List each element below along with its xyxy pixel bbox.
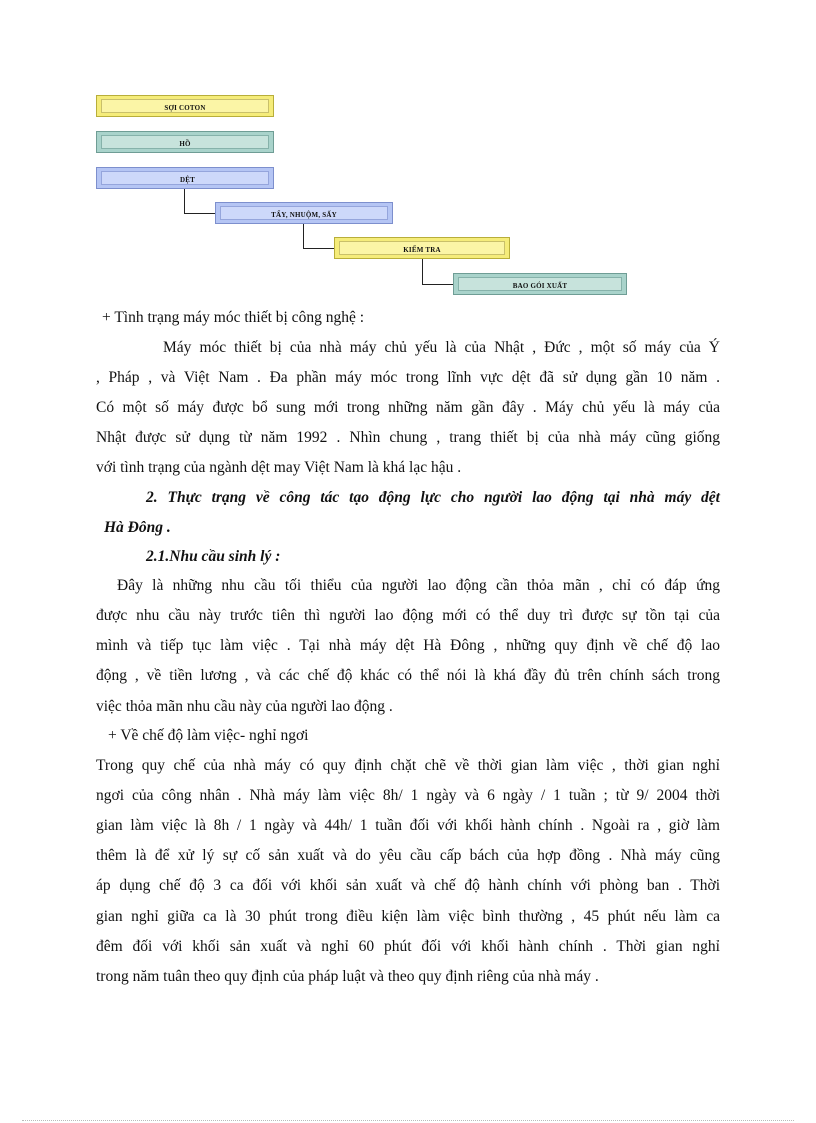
paragraph-line: việc thỏa mãn nhu cầu này của người lao động . [96,698,393,715]
flow-step-packaging-export [453,273,627,295]
paragraph-line: , Pháp , và Việt Nam . Đa phần máy móc trong lĩnh vực dệt đã sử dụng gần 10 năm . [96,369,720,386]
flow-step-label: TẨY, NHUỘM, SẤY [271,211,337,219]
flow-connector [422,284,453,285]
paragraph-line: được nhu cầu này trước tiên thì người lao động mới có thể duy trì được sự tồn tại của [96,607,720,624]
paragraph-line: trong năm tuân theo quy định của pháp luật và theo quy định riêng của nhà máy . [96,968,599,985]
flow-step-cotton-yarn [96,95,274,117]
paragraph-line: gian nghỉ giữa ca là 30 phút trong điều kiện làm việc bình thường , 45 phút nếu làm ca [96,908,720,925]
paragraph-line: áp dụng chế độ 3 ca đối với khối sản xuất và chế độ hành chính với phòng ban . Thời [96,877,720,894]
flow-step-label: KIỂM TRA [403,246,441,254]
flow-step-inspection [334,237,510,259]
heading-line: Hà Đông . [104,519,171,536]
paragraph-line: đêm đối với khối sản xuất và nghỉ 60 phút đối với khối hành chính . Thời gian nghỉ [96,938,720,955]
flow-step-label: DỆT [180,176,195,184]
paragraph-line: Nhật được sử dụng từ năm 1992 . Nhìn chung , trang thiết bị của nhà máy cũng giống [96,429,720,446]
paragraph-line: Đây là những nhu cầu tối thiểu của người lao động cần thỏa mãn , chỉ có đáp ứng [117,577,720,594]
flow-connector [184,213,215,214]
flow-step-weaving [96,167,274,189]
paragraph-line: Có một số máy được bổ sung mới trong những năm gần đây . Máy chủ yếu là máy của [96,399,720,416]
bullet-work-rest-regime: + Về chế độ làm việc- nghỉ ngơi [108,727,309,744]
flow-step-bleach-dye-dry [215,202,393,224]
heading-line: 2. Thực trạng về công tác tạo động lực cho người lao động tại nhà máy dệt [146,489,720,506]
paragraph-line: Máy móc thiết bị của nhà máy chủ yếu là của Nhật , Đức , một số máy của Ý [163,339,720,356]
flow-connector [184,189,185,214]
section-heading-2-1: 2.1.Nhu cầu sinh lý : [146,548,281,565]
paragraph-line: thêm là để xử lý sự cố sản xuất và do yêu cầu cấp bách của hợp đồng . Nhà máy cũng [96,847,720,864]
flow-connector [422,259,423,285]
paragraph-line: với tình trạng của ngành dệt may Việt Nam là khá lạc hậu . [96,459,462,476]
flow-step-label: SỢI COTON [164,104,206,112]
bullet-equipment-status: + Tình trạng máy móc thiết bị công nghệ : [102,309,365,326]
flow-step-sizing [96,131,274,153]
flow-step-label: HỒ [179,140,191,148]
paragraph-line: gian làm việc là 8h / 1 ngày và 44h/ 1 tuần đối với khối hành chính . Ngoài ra , giờ làm [96,817,720,834]
paragraph-line: ngơi của công nhân . Nhà máy làm việc 8h/ 1 ngày và 6 ngày / 1 tuần ; từ 9/ 2004 thời [96,787,720,804]
paragraph-line: Trong quy chế của nhà máy có quy định chặt chẽ về thời gian làm việc , thời gian nghỉ [96,757,720,774]
flow-connector [303,224,304,249]
paragraph-line: mình và tiếp tục làm việc . Tại nhà máy dệt Hà Đông , những quy định về chế độ lao [96,637,720,654]
flow-step-label: BAO GÓI XUẤT [512,282,568,290]
flow-connector [303,248,334,249]
page-bottom-divider [22,1120,794,1121]
paragraph-line: động , về tiền lương , và các chế độ khác có thể nói là khá đầy đủ trên chính sách trong [96,667,720,684]
